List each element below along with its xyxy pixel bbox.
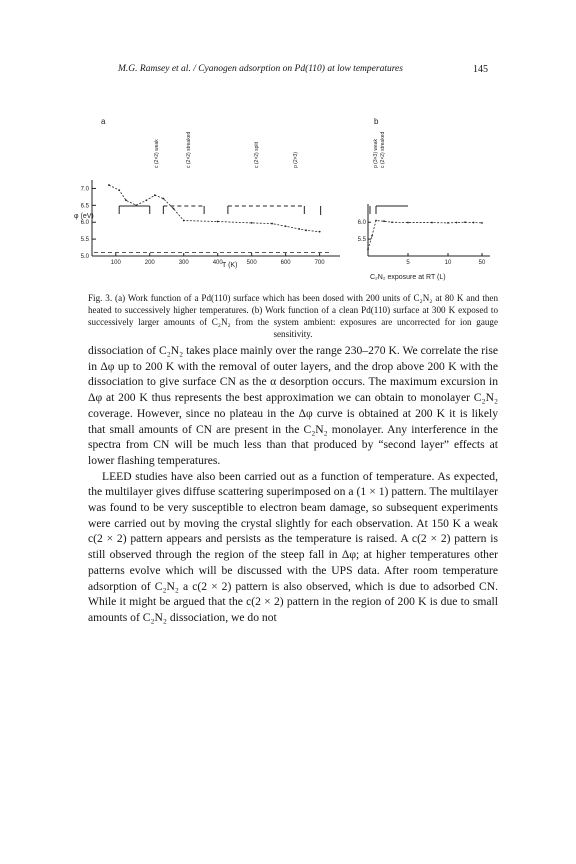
panel-a-series-line [109, 185, 320, 232]
paragraph: dissociation of C₂N₂ takes place mainly over the range 230–270 K. We correlate the rise in Δφ up to 200 K with the removal of outer layers, and the drop above 200 K with the dissociation to give surface CN as the α desorption occurs. The maximum excursion in Δφ at 200 K thus represents the best approximation we can obtain to monolayer C₂N₂ coverage. However, since no plateau in the Δφ curve is obtained at 200 K it is likely that small amounts of CN are present in the C₂N₂ monolayer. Any interference in the spectra from CN will be much less than that produced by “second layer” effects at lower flashing temperatures. [88, 344, 498, 467]
panel-a-data-point [125, 199, 127, 201]
panel-a-x-tick-label: 700 [314, 260, 325, 266]
figure-caption: Fig. 3. (a) Work function of a Pd(110) surface which has been dosed with 200 units of C₂N₂ at 80 K and then heated to successively higher temperatures. (b) Work function of a clean Pd(110) surface at 300 K exposed to successively larger amounts of C₂N₂ from the system ambient: exposures are uncorrected for ion gauge sensitivity. [88, 293, 498, 339]
panel-a-x-tick-label: 500 [246, 260, 257, 266]
panel-b-data-point [464, 221, 466, 223]
panel-a-x-tick-label: 200 [144, 260, 155, 266]
phase-label-a-4: p (2×3) [293, 152, 299, 168]
panel-b-data-point [473, 222, 475, 224]
phase-label-a-3: c (2×2) split [254, 142, 260, 168]
panel-a-ylabel: φ (eV) [74, 213, 94, 220]
panel-b-x-tick-label: 5 [406, 260, 410, 266]
panel-a-data-point [271, 223, 273, 225]
panel-a-label: a [101, 117, 106, 126]
panel-b-data-point [431, 222, 433, 224]
panel-b-data-point [456, 222, 458, 224]
panel-a-data-point [162, 198, 164, 200]
panel-a-y-tick-label: 7.0 [80, 186, 89, 193]
panel-a-y-tick-label: 6.5 [80, 203, 89, 210]
panel-b-data [367, 220, 483, 251]
panel-a-data [108, 184, 320, 232]
panel-b-x-tick-label: 50 [478, 260, 486, 266]
page-number: 145 [473, 64, 488, 75]
figure-3 [0, 0, 576, 300]
panel-b-x-tick-label: 10 [444, 260, 452, 266]
panel-b-data-point [375, 220, 377, 222]
panel-a-y-tick-label: 6.0 [80, 220, 89, 227]
panel-a [74, 117, 340, 269]
paragraph: LEED studies have also been carried out as a function of temperature. As expected, the multilayer gives diffuse scattering superimposed on a (1 × 1) pattern. The multilayer was found to be very susceptible to electron beam damage, so subsequent experiments were carried out by moving the crystal slightly for each observation. At 150 K a weak c(2 × 2) pattern appears and persists as the temperature is raised. A c(2 × 2) pattern is still observed through the region of the steep fall in Δφ; at higher temperatures other patterns evolve which will be discussed with the UPS data. After room temperature adsorption of C₂N₂ a c(2 × 2) pattern is also observed, which is due to adsorbed CN. While it might be argued that the c(2 × 2) pattern in the region of 200 K is due to small amounts of C₂N₂ dissociation, we do not [88, 469, 498, 624]
panel-a-data-point [298, 228, 300, 230]
panel-b-data-point [391, 221, 393, 223]
panel-a-data-point [145, 199, 147, 201]
phase-label-b-2: c (2×2) streaked [380, 131, 386, 168]
panel-a-data-point [217, 221, 219, 223]
panel-a-y-tick-label: 5.5 [80, 237, 89, 244]
panel-a-data-point [154, 194, 156, 196]
phase-label-a-2: c (2×2) streaked [186, 131, 192, 168]
panel-b-data-point [407, 222, 409, 224]
panel-a-data-point [173, 208, 175, 210]
panel-a-axes [81, 180, 340, 266]
panel-a-data-point [108, 184, 110, 186]
panel-b-data-point [481, 222, 483, 224]
panel-a-y-tick-label: 5.0 [80, 254, 89, 260]
panel-a-data-point [285, 225, 287, 227]
panel-b-y-tick-label: 5.5 [357, 237, 366, 244]
panel-b [358, 117, 490, 281]
panel-b-data-point [447, 222, 449, 224]
panel-b-data-point [383, 220, 385, 222]
panel-a-x-tick-label: 100 [110, 260, 121, 266]
panel-a-x-tick-label: 300 [178, 260, 189, 266]
phase-label-b-1: p (3×3) weak [373, 138, 379, 168]
panel-a-data-point [135, 204, 137, 206]
panel-a-data-point [251, 222, 253, 224]
panel-a-x-tick-label: 400 [212, 260, 223, 266]
panel-a-x-tick-label: 600 [280, 260, 291, 266]
panel-a-xlabel: T (K) [222, 262, 238, 269]
panel-b-data-point [371, 235, 373, 237]
running-title: M.G. Ramsey et al. / Cyanogen adsorption on Pd(110) at low temperatures [118, 64, 403, 74]
panel-a-phase-markers [119, 206, 320, 215]
body-text [88, 343, 498, 626]
panel-b-data-point [367, 248, 369, 250]
phase-label-a-1: c (2×2) weak [154, 139, 160, 168]
panel-b-series-line [368, 221, 482, 250]
panel-a-data-point [319, 231, 321, 233]
panel-b-xlabel: C₂N₂ exposure at RT (L) [370, 274, 446, 281]
panel-a-data-point [183, 220, 185, 222]
panel-a-data-point [118, 189, 120, 191]
panel-a-data-point [305, 229, 307, 231]
panel-b-label: b [374, 117, 379, 126]
panel-b-y-tick-label: 6.0 [357, 220, 366, 227]
panel-b-axes [358, 204, 490, 266]
